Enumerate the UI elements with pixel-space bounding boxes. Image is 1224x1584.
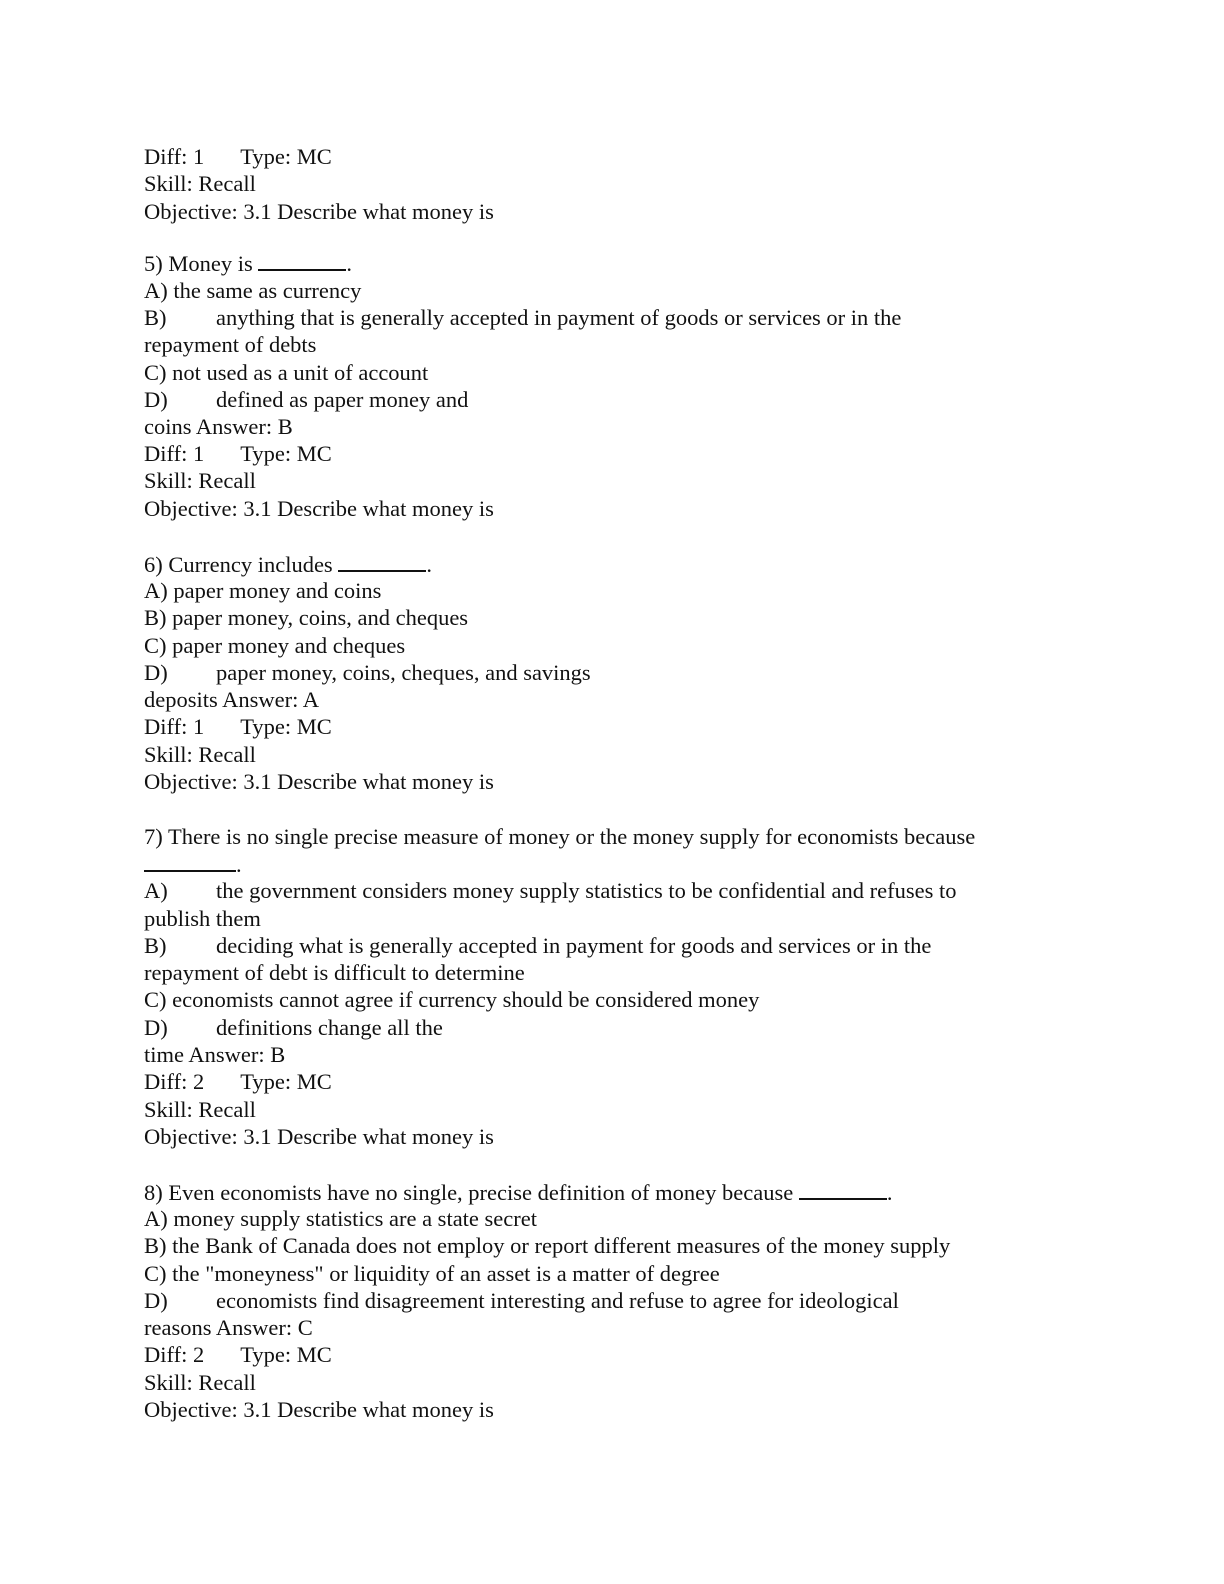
question-7-option-b-cont: repayment of debt is difficult to determine [144,960,525,985]
skill-line: Skill: Recall [144,171,256,196]
question-8-option-c: C) the "moneyness" or liquidity of an asset is a matter of degree [144,1261,720,1286]
question-4-meta-line [144,143,332,170]
type-label: Type: MC [240,714,332,739]
question-8-meta-line [144,1341,332,1368]
question-7-option-a-cont: publish them [144,906,261,931]
answer-blank [799,1178,887,1200]
answer-blank [144,850,236,872]
type-label: Type: MC [240,441,332,466]
objective-line: Objective: 3.1 Describe what money is [144,496,494,521]
diff-label: Diff: 2 [144,1342,205,1367]
question-6-answer: deposits Answer: A [144,687,320,712]
question-7-stem: 7) There is no single precise measure of money or the money supply for economists because [144,824,976,849]
skill-line: Skill: Recall [144,1097,256,1122]
question-8-option-a: A) money supply statistics are a state secret [144,1206,538,1231]
objective-line: Objective: 3.1 Describe what money is [144,769,494,794]
question-7-option-c: C) economists cannot agree if currency should be considered money [144,987,760,1012]
question-7-option-b: B) deciding what is generally accepted in payment for goods and services or in the [144,933,932,958]
question-5-option-d: D) defined as paper money and [144,387,469,412]
objective-line: Objective: 3.1 Describe what money is [144,1397,494,1422]
question-6-option-b: B) paper money, coins, and cheques [144,605,469,630]
question-5-option-b-cont: repayment of debts [144,332,317,357]
diff-label: Diff: 2 [144,1069,205,1094]
question-8-answer: reasons Answer: C [144,1315,313,1340]
question-8-option-b: B) the Bank of Canada does not employ or report different measures of the money supply [144,1233,951,1258]
question-7-option-a: A) the government considers money supply statistics to be confidential and refuses to [144,878,957,903]
question-7-option-d: D) definitions change all the [144,1015,443,1040]
question-6-option-a: A) paper money and coins [144,578,382,603]
question-5-option-c: C) not used as a unit of account [144,360,429,385]
question-5-option-a: A) the same as currency [144,278,362,303]
question-7-answer: time Answer: B [144,1042,286,1067]
question-6-stem: 6) Currency includes . [144,552,432,577]
question-8-option-d: D) economists find disagreement interesting and refuse to agree for ideological [144,1288,899,1313]
type-label: Type: MC [240,144,332,169]
skill-line: Skill: Recall [144,742,256,767]
question-6-option-c: C) paper money and cheques [144,633,406,658]
question-8-stem: 8) Even economists have no single, precise definition of money because . [144,1180,893,1205]
question-5-option-b: B) anything that is generally accepted in payment of goods or services or in the [144,305,902,330]
skill-line: Skill: Recall [144,1370,256,1395]
answer-blank [258,249,346,271]
type-label: Type: MC [240,1069,332,1094]
question-7-meta-line [144,1068,332,1095]
skill-line: Skill: Recall [144,468,256,493]
question-6-option-d: D) paper money, coins, cheques, and savings [144,660,591,685]
answer-blank [338,550,426,572]
diff-label: Diff: 1 [144,714,205,739]
objective-line: Objective: 3.1 Describe what money is [144,1124,494,1149]
objective-line: Objective: 3.1 Describe what money is [144,199,494,224]
type-label: Type: MC [240,1342,332,1367]
question-5-meta-line [144,440,332,467]
question-6-meta-line [144,713,332,740]
diff-label: Diff: 1 [144,441,205,466]
question-5-answer: coins Answer: B [144,414,293,439]
question-5-stem: 5) Money is . [144,251,352,276]
diff-label: Diff: 1 [144,144,205,169]
question-7-stem-cont: . [144,850,242,878]
